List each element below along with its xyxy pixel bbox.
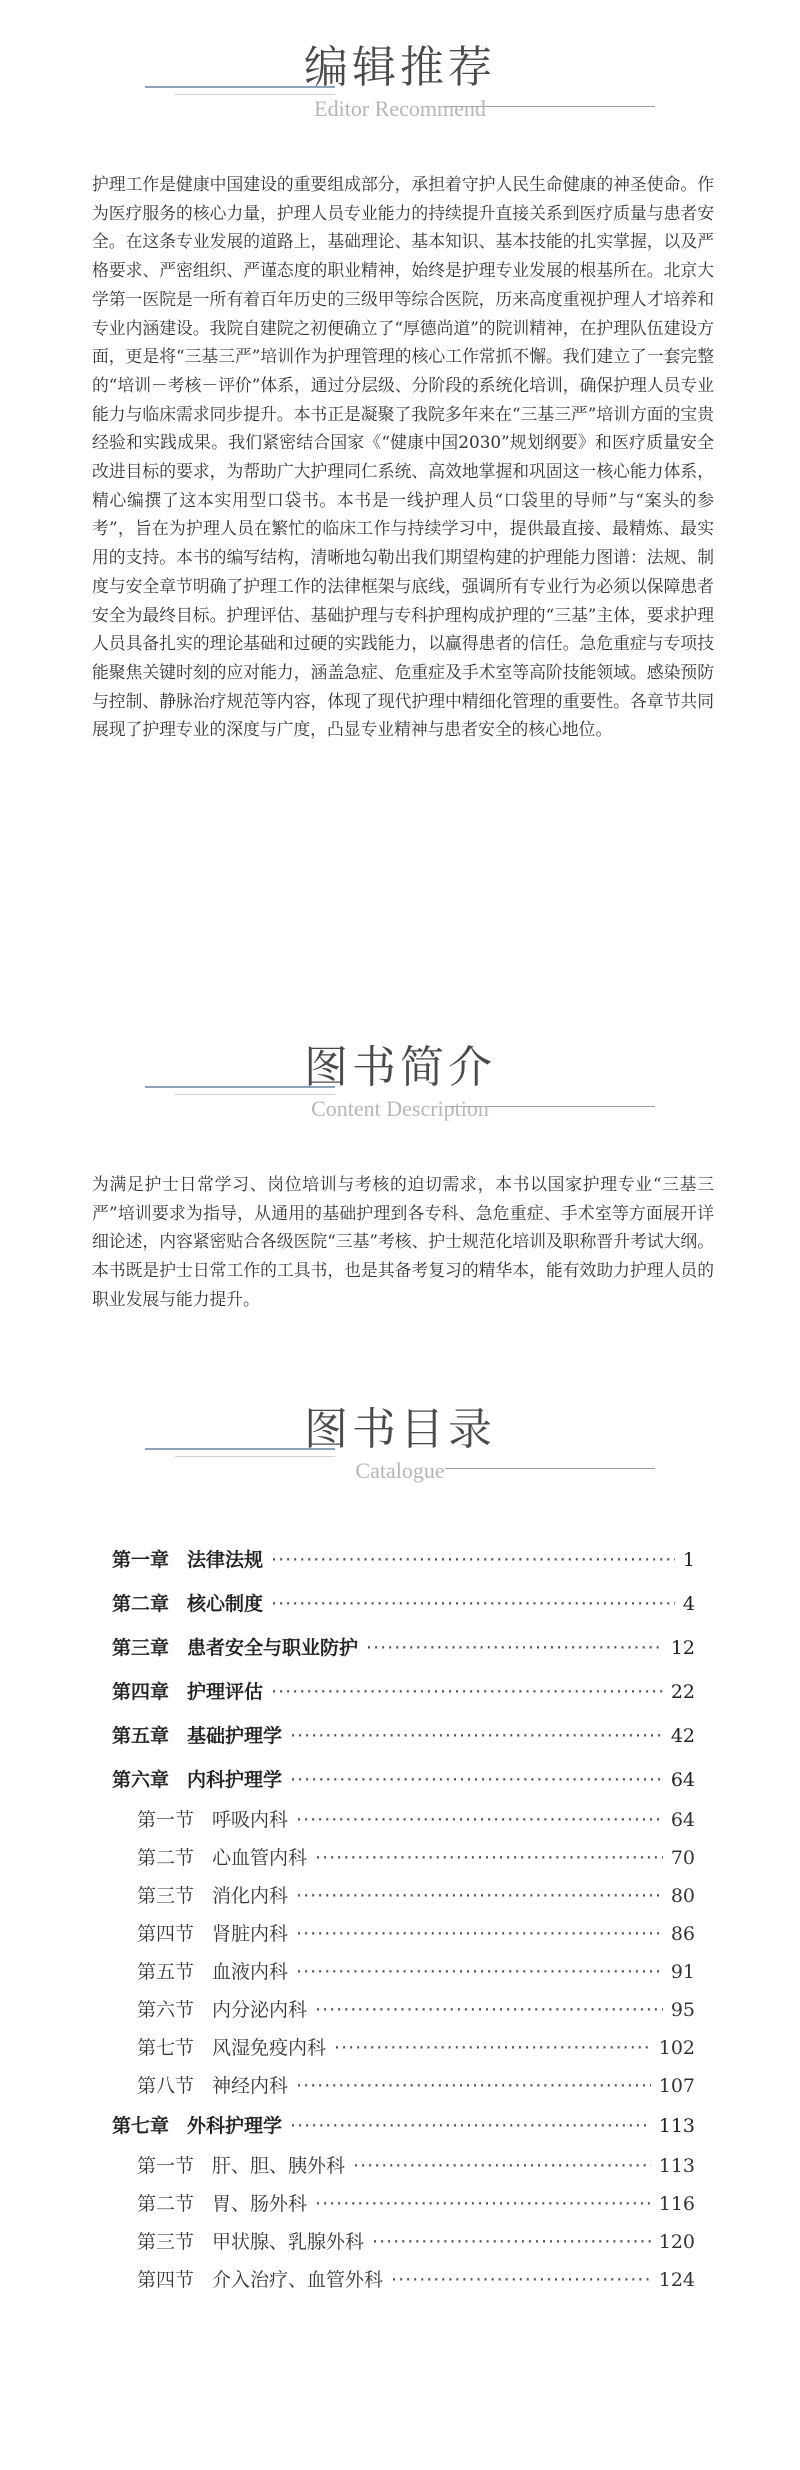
toc-number: 第七节: [137, 2037, 195, 2059]
toc-number: 第七章: [112, 2115, 170, 2137]
toc-page: 116: [658, 2193, 695, 2215]
toc-page: 113: [658, 2155, 695, 2177]
toc-number: 第六章: [112, 1769, 170, 1791]
toc-number: 第五章: [112, 1725, 170, 1747]
toc-chapter: [112, 1545, 695, 1575]
toc-section: [137, 1843, 695, 1873]
toc-page: 4: [682, 1593, 695, 1615]
catalogue-header: [0, 1400, 800, 1490]
toc-title: 基础护理学: [187, 1725, 283, 1747]
toc-leader: [296, 2075, 651, 2097]
toc-number: 第二章: [112, 1593, 170, 1615]
toc-number: 第三章: [112, 1637, 170, 1659]
editor-recommend-header: [0, 38, 800, 128]
toc-page: 86: [670, 1923, 695, 1945]
toc-chapter: [112, 1677, 695, 1707]
toc-leader: [315, 1999, 663, 2021]
toc-chapter: [112, 1633, 695, 1663]
toc-leader: [271, 1593, 675, 1615]
toc-number: 第一节: [137, 1809, 195, 1831]
toc-leader: [296, 1809, 663, 1831]
toc-number: 第一章: [112, 1549, 170, 1571]
toc-title: 神经内科: [212, 2075, 289, 2097]
header-divider-left: [145, 86, 335, 88]
toc-number: 第四节: [137, 1923, 195, 1945]
toc-number: 第五节: [137, 1961, 195, 1983]
toc-leader: [296, 1885, 663, 1907]
toc-leader: [296, 1961, 663, 1983]
toc-leader: [353, 2155, 651, 2177]
toc-page: 64: [670, 1809, 695, 1831]
toc-title: 风湿免疫内科: [212, 2037, 327, 2059]
toc-title: 血液内科: [212, 1961, 289, 1983]
toc-page: 124: [658, 2269, 695, 2291]
toc-number: 第三节: [137, 2231, 195, 2253]
toc-leader: [296, 1923, 663, 1945]
toc-section: [137, 2227, 695, 2257]
toc-leader: [315, 2193, 651, 2215]
toc-title: 消化内科: [212, 1885, 289, 1907]
toc-title: 护理评估: [187, 1681, 264, 1703]
toc-page: 120: [658, 2231, 695, 2253]
toc-page: 42: [670, 1725, 695, 1747]
header-divider-left: [145, 1086, 335, 1088]
toc-leader: [271, 1681, 663, 1703]
toc-number: 第四章: [112, 1681, 170, 1703]
toc-page: 1: [682, 1549, 695, 1571]
catalogue-subtitle: Catalogue: [355, 1458, 445, 1483]
toc-number: 第八节: [137, 2075, 195, 2097]
toc-title: 肾脏内科: [212, 1923, 289, 1945]
toc-section: [137, 2189, 695, 2219]
toc-title: 内分泌内科: [212, 1999, 308, 2021]
toc-title: 呼吸内科: [212, 1809, 289, 1831]
toc-title: 法律法规: [187, 1549, 264, 1571]
toc-title: 肝、胆、胰外科: [212, 2155, 346, 2177]
toc-leader: [290, 1769, 663, 1791]
toc-number: 第四节: [137, 2269, 195, 2291]
toc-title: 胃、肠外科: [212, 2193, 308, 2215]
toc-leader: [290, 2115, 651, 2137]
toc-page: 91: [670, 1961, 695, 1983]
toc-section: [137, 2071, 695, 2101]
toc-leader: [271, 1549, 675, 1571]
toc-title: 甲状腺、乳腺外科: [212, 2231, 365, 2253]
toc-leader: [372, 2231, 651, 2253]
toc-chapter: [112, 1765, 695, 1795]
toc-leader: [334, 2037, 651, 2059]
toc-section: [137, 1957, 695, 1987]
toc-leader: [290, 1725, 663, 1747]
toc-page: 113: [658, 2115, 695, 2137]
header-divider-left: [145, 1448, 335, 1450]
content-description-subtitle: Content Description: [311, 1096, 489, 1121]
toc-leader: [391, 2269, 651, 2291]
toc-page: 64: [670, 1769, 695, 1791]
toc-title: 介入治疗、血管外科: [212, 2269, 384, 2291]
toc-leader: [366, 1637, 663, 1659]
catalogue-title: 图书目录: [304, 1404, 496, 1455]
toc-leader: [315, 1847, 663, 1869]
toc-page: 95: [670, 1999, 695, 2021]
toc-title: 心血管内科: [212, 1847, 308, 1869]
toc-chapter: [112, 1721, 695, 1751]
editor-recommend-subtitle: Editor Recommend: [314, 96, 486, 121]
toc-page: 80: [670, 1885, 695, 1907]
toc-number: 第三节: [137, 1885, 195, 1907]
toc-section: [137, 1881, 695, 1911]
toc-title: 外科护理学: [187, 2115, 283, 2137]
toc-section: [137, 2151, 695, 2181]
toc-section: [137, 2033, 695, 2063]
toc-page: 22: [670, 1681, 695, 1703]
toc-page: 102: [658, 2037, 695, 2059]
toc-section: [137, 1805, 695, 1835]
toc-section: [137, 1919, 695, 1949]
toc-title: 内科护理学: [187, 1769, 283, 1791]
toc-number: 第二节: [137, 2193, 195, 2215]
toc-page: 70: [670, 1847, 695, 1869]
toc-number: 第二节: [137, 1847, 195, 1869]
toc-section: [137, 1995, 695, 2025]
content-description-text: 为满足护士日常学习、岗位培训与考核的迫切需求，本书以国家护理专业“三基三严”培训要求为指导，从通用的基础护理到各专科、急危重症、手术室等方面展开详细论述，内容紧密贴合各级医院“三基”考核、护士规范化培训及职称晋升考试大纲。本书既是护士日常工作的工具书，也是其备考复习的精华本，能有效助力护理人员的职业发展与能力提升。: [92, 1174, 714, 1309]
editor-recommend-text: 护理工作是健康中国建设的重要组成部分，承担着守护人民生命健康的神圣使命。作为医疗服务的核心力量，护理人员专业能力的持续提升直接关系到医疗质量与患者安全。在这条专业发展的道路上，基础理论、基本知识、基本技能的扎实掌握，以及严格要求、严密组织、严谨态度的职业精神，始终是护理专业发展的根基所在。北京大学第一医院是一所有着百年历史的三级甲等综合医院，历来高度重视护理人才培养和专业内涵建设。我院自建院之初便确立了“厚德尚道”的院训精神，在护理队伍建设方面，更是将“三基三严”培训作为护理管理的核心工作常抓不懈。我们建立了一套完整的“培训－考核－评价”体系，通过分层级、分阶段的系统化培训，确保护理人员专业能力与临床需求同步提升。本书正是凝聚了我院多年来在“三基三严”培训方面的宝贵经验和实践成果。我们紧密结合国家《“健康中国2030”规划纲要》和医疗质量安全改进目标的要求，为帮助广大护理同仁系统、高效地掌握和巩固这一核心能力体系，精心编撰了这本实用型口袋书。本书是一线护理人员“口袋里的导师”与“案头的参考”，旨在为护理人员在繁忙的临床工作与持续学习中，提供最直接、最精炼、最实用的支持。本书的编写结构，清晰地勾勒出我们期望构建的护理能力图谱：法规、制度与安全章节明确了护理工作的法律框架与底线，强调所有专业行为必须以保障患者安全为最终目标。护理评估、基础护理与专科护理构成护理的“三基”主体，要求护理人员具备扎实的理论基础和过硬的实践能力，以赢得患者的信任。急危重症与专项技能聚焦关键时刻的应对能力，涵盖急症、危重症及手术室等高阶技能领域。感染预防与控制、静脉治疗规范等内容，体现了现代护理中精细化管理的重要性。各章节共同展现了护理专业的深度与广度，凸显专业精神与患者安全的核心地位。: [92, 174, 714, 740]
toc-number: 第一节: [137, 2155, 195, 2177]
editor-recommend-title: 编辑推荐: [304, 42, 496, 93]
toc-page: 107: [658, 2075, 695, 2097]
toc-chapter: [112, 1589, 695, 1619]
toc-title: 核心制度: [187, 1593, 264, 1615]
toc-section: [137, 2265, 695, 2295]
content-description-header: [0, 1038, 800, 1128]
toc-chapter: [112, 2111, 695, 2141]
toc-title: 患者安全与职业防护: [187, 1637, 359, 1659]
toc-number: 第六节: [137, 1999, 195, 2021]
toc-page: 12: [670, 1637, 695, 1659]
content-description-title: 图书简介: [304, 1042, 496, 1093]
